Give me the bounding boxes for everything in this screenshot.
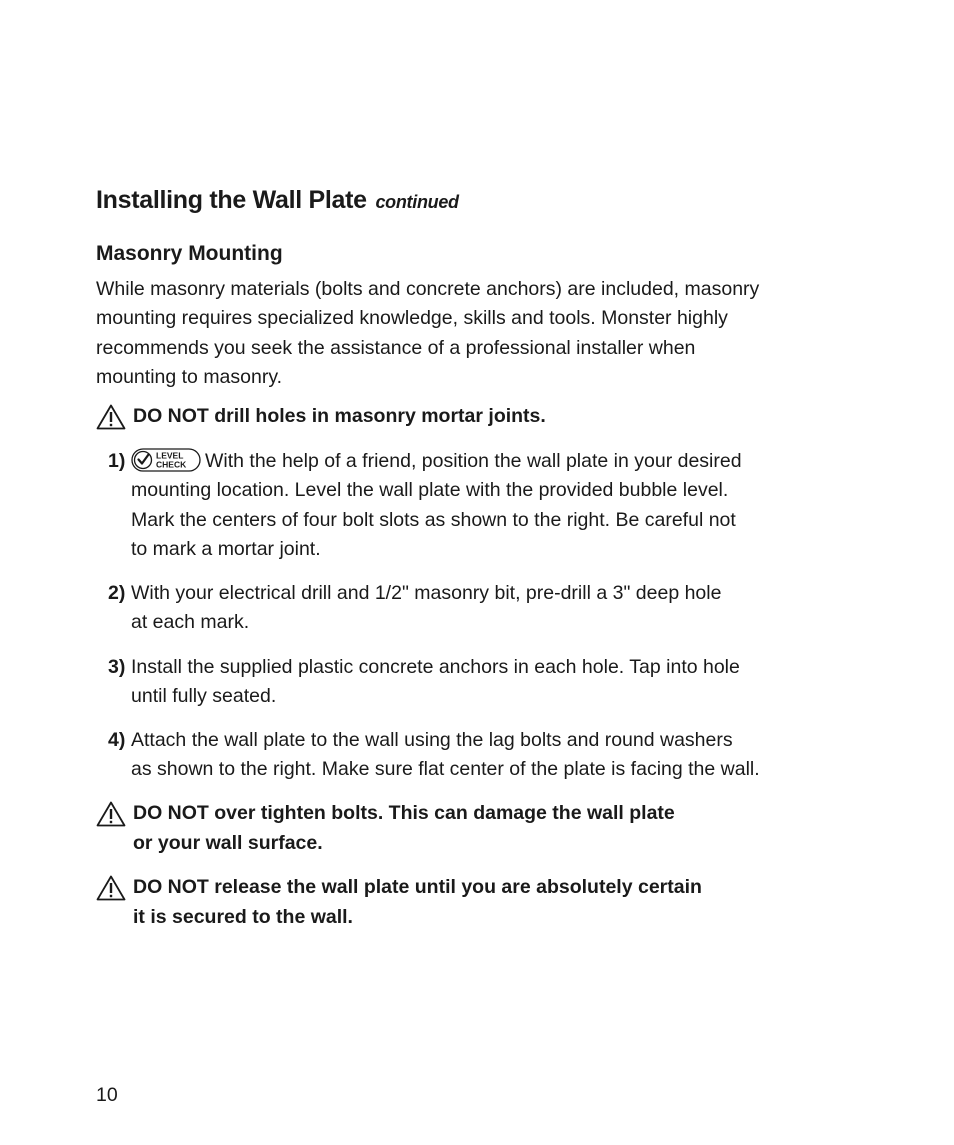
step-line: Mark the centers of four bolt slots as shown to the right. Be careful not [131, 508, 736, 531]
warning-mortar-joints [96, 402, 546, 432]
badge-line-1: LEVEL [156, 450, 184, 461]
warning-triangle-icon [96, 875, 126, 901]
step-line: to mark a mortar joint. [131, 538, 321, 561]
step-line: Attach the wall plate to the wall using the lag bolts and round washers [131, 729, 733, 751]
level-check-icon [131, 448, 201, 472]
intro-paragraph [96, 275, 856, 393]
intro-line: mounting requires specialized knowledge, skills and tools. Monster highly [96, 307, 728, 330]
intro-line: While masonry materials (bolts and concrete anchors) are included, masonry [96, 278, 760, 300]
step-line-text: With the help of a friend, position the wall plate in your desired [205, 450, 742, 472]
step-line: With your electrical drill and 1/2" masonry bit, pre-drill a 3" deep hole [131, 582, 722, 604]
step-line: as shown to the right. Make sure flat center of the plate is facing the wall. [131, 758, 760, 781]
page-title-suffix: continued [375, 192, 459, 212]
step-number: 4) [108, 729, 126, 751]
intro-line: recommends you seek the assistance of a professional installer when [96, 336, 696, 359]
step-number: 2) [108, 582, 126, 604]
manual-page [96, 0, 856, 1145]
warning-text: or your wall surface. [133, 831, 323, 854]
step-line: Install the supplied plastic concrete anchors in each hole. Tap into hole [131, 656, 740, 678]
step-line: mounting location. Level the wall plate with the provided bubble level. [131, 479, 729, 502]
warning-triangle-icon [96, 404, 126, 430]
warning-text: DO NOT over tighten bolts. This can damage the wall plate [133, 802, 675, 824]
intro-line: mounting to masonry. [96, 366, 283, 389]
warning-text: it is secured to the wall. [133, 905, 353, 928]
step-line: until fully seated. [131, 685, 277, 708]
page-title [96, 186, 459, 215]
step-number: 1) [108, 450, 126, 472]
warning-release-plate [96, 873, 702, 932]
step-3 [108, 653, 740, 712]
page-number: 10 [96, 1084, 118, 1106]
section-title: Masonry Mounting [96, 242, 283, 265]
warning-text: DO NOT release the wall plate until you are absolutely certain [133, 876, 702, 898]
step-2 [108, 579, 721, 638]
step-4 [108, 726, 760, 785]
badge-line-2: CHECK [156, 459, 187, 470]
step-1 [108, 447, 742, 565]
warning-text: DO NOT drill holes in masonry mortar joints. [133, 405, 546, 427]
step-line [131, 447, 742, 476]
step-line: at each mark. [131, 611, 250, 634]
warning-triangle-icon [96, 801, 126, 827]
warning-over-tighten [96, 799, 675, 858]
page-title-text: Installing the Wall Plate [96, 186, 367, 214]
step-number: 3) [108, 656, 126, 678]
